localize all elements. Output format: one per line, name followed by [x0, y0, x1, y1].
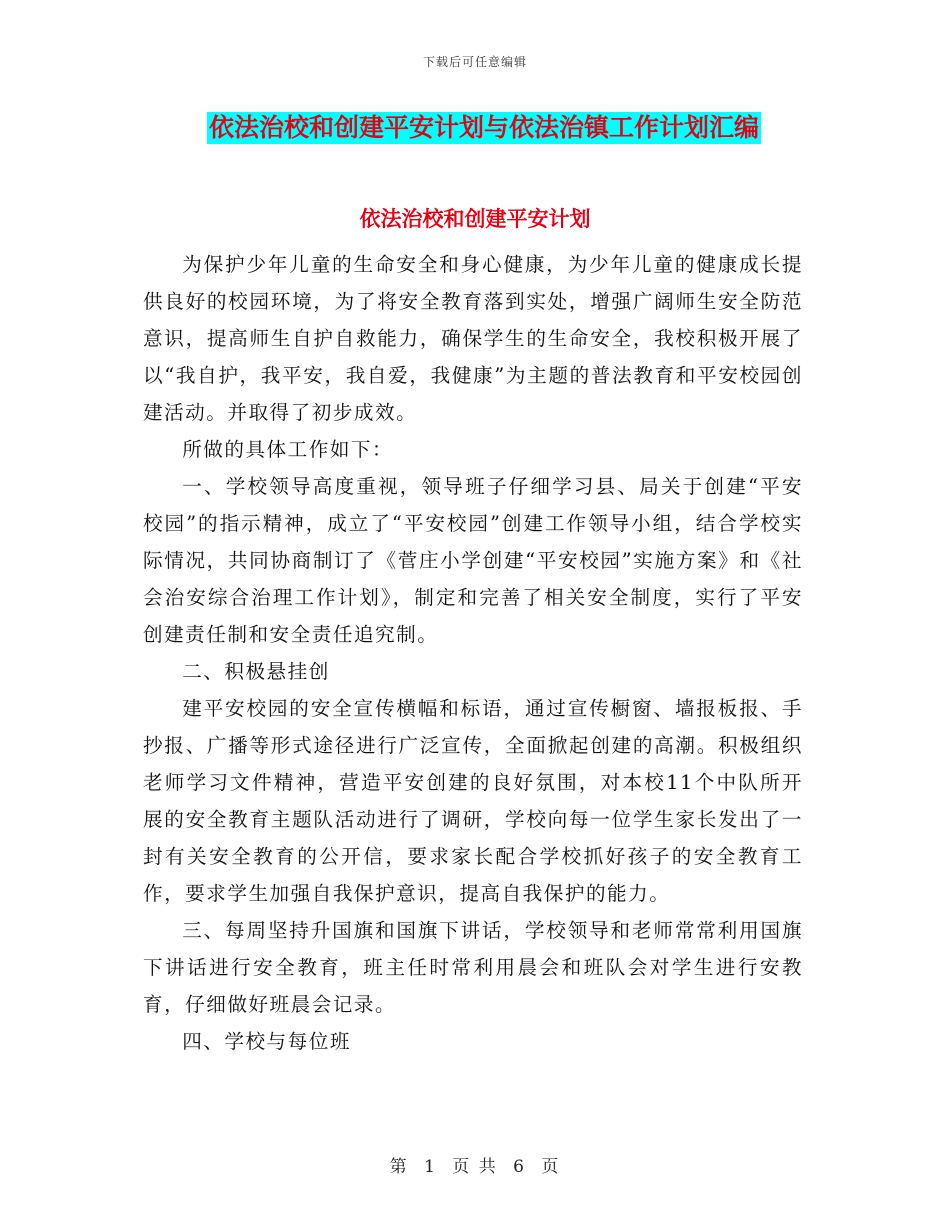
body-text	[143, 246, 803, 1060]
page-number: 1	[424, 1157, 437, 1177]
page-label-mid: 页 共	[452, 1157, 498, 1177]
paragraph: 四、学校与每位班	[182, 1030, 351, 1053]
paragraph: 建平安校园的安全宣传横幅和标语，通过宣传橱窗、墙报板报、手抄报、广播等形式途径进行广泛宣传，全面掀起创建的高潮。积极组织老师学习文件精神，营造平安创建的良好氛围，对本校11个中队所开展的安全教育主题队活动进行了调研，学校向每一位学生家长发出了一封有关安全教育的公开信，要求家长配合学校抓好孩子的安全教育工作，要求学生加强自我保护意识，提高自我保护的能力。	[143, 697, 803, 905]
page-label-suffix: 页	[541, 1157, 561, 1177]
header-note: 下载后可任意编辑	[422, 55, 527, 69]
page-label-prefix: 第	[389, 1157, 409, 1177]
page-footer	[0, 1152, 950, 1177]
paragraph: 一、学校领导高度重视，领导班子仔细学习县、局关于创建“平安校园”的指示精神，成立了“平安校园”创建工作领导小组，结合学校实际情况，共同协商制订了《菅庄小学创建“平安校园”实施方案》和《社会治安综合治理工作计划》，制定和完善了相关安全制度，实行了平安创建责任制和安全责任追究制。	[143, 475, 803, 646]
section-title: 依法治校和创建平安计划	[359, 207, 591, 231]
total-pages: 6	[513, 1157, 526, 1177]
paragraph: 所做的具体工作如下：	[182, 438, 394, 461]
document-title: 依法治校和创建平安计划与依法治镇工作计划汇编	[209, 113, 760, 142]
paragraph: 二、积极悬挂创	[182, 660, 330, 683]
paragraph: 三、每周坚持升国旗和国旗下讲话，学校领导和老师常常利用国旗下讲话进行安全教育，班主任时常利用晨会和班队会对学生进行安教育，仔细做好班晨会记录。	[143, 919, 803, 1016]
paragraph: 为保护少年儿童的生命安全和身心健康，为少年儿童的健康成长提供良好的校园环境，为了将安全教育落到实处，增强广阔师生安全防范意识，提高师生自护自救能力，确保学生的生命安全，我校积极开展了以“我自护，我平安，我自爱，我健康”为主题的普法教育和平安校园创建活动。并取得了初步成效。	[143, 253, 803, 424]
